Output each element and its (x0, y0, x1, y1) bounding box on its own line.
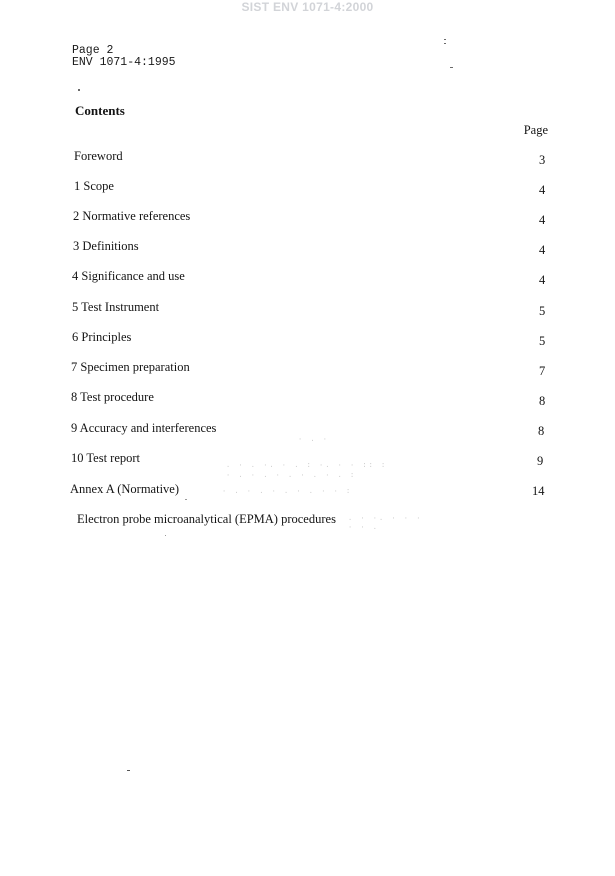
scan-speck (78, 89, 80, 91)
toc-entry-title: 10 Test report (71, 451, 141, 465)
toc-entry-page: 8 (538, 424, 545, 438)
toc-entry-title: 6 Principles (72, 330, 132, 344)
page-header (72, 45, 176, 69)
scan-noise: · . · . · . · . · . : (226, 472, 357, 480)
toc-entry-test-instrument[interactable] (0, 300, 615, 318)
toc-entry-title: 9 Accuracy and interferences (71, 421, 217, 435)
toc-entry-title: 1 Scope (74, 179, 114, 193)
scan-noise: · . · (298, 436, 330, 444)
toc-entry-title: Annex A (Normative) (70, 482, 180, 496)
toc-entry-page: 4 (539, 243, 546, 257)
toc-entry-page: 9 (537, 454, 544, 468)
toc-entry-title: 5 Test Instrument (72, 300, 160, 314)
scan-speck (185, 499, 187, 500)
toc-entry-title: 4 Significance and use (72, 269, 185, 283)
page-column-heading: Page (523, 123, 548, 137)
toc-entry-page: 4 (539, 183, 546, 197)
toc-entry-specimen-preparation[interactable] (0, 360, 615, 378)
scan-speck (165, 535, 166, 536)
toc-entry-title: 7 Specimen preparation (71, 360, 190, 374)
toc-entry-page: 5 (539, 334, 546, 348)
toc-entry-definitions[interactable] (0, 239, 615, 257)
page-number: Page 2 (72, 44, 114, 57)
toc-entry-test-procedure[interactable] (0, 390, 615, 408)
toc-entry-title: 2 Normative references (73, 209, 191, 223)
toc-entry-page: 4 (539, 213, 546, 227)
toc-entry-foreword[interactable] (0, 149, 615, 167)
scan-speck (450, 67, 453, 68)
scan-speck (444, 43, 446, 44)
toc-entry-epma-procedures[interactable] (0, 512, 615, 530)
toc-entry-normative-references[interactable] (0, 209, 615, 227)
toc-entry-page: 14 (532, 484, 545, 498)
toc-entry-title: 8 Test procedure (71, 390, 154, 404)
scan-speck (444, 39, 446, 40)
toc-entry-title: Electron probe microanalytical (EPMA) procedures (77, 512, 336, 526)
scan-speck (127, 770, 130, 771)
toc-entry-page: 8 (539, 394, 546, 408)
toc-entry-page: 5 (539, 304, 546, 318)
scan-noise: · . · . · . · . · · : (222, 488, 353, 496)
toc-entry-page: 4 (539, 273, 546, 287)
toc-entry-significance-and-use[interactable] (0, 269, 615, 287)
toc-entry-page: 3 (539, 153, 546, 167)
toc-entry-page: 7 (539, 364, 546, 378)
toc-entry-scope[interactable] (0, 179, 615, 197)
scan-noise: . · . ·. · . : ·. · · :: : (226, 462, 388, 470)
watermark: SIST ENV 1071-4:2000 (241, 0, 374, 14)
toc-entry-title: Foreword (74, 149, 123, 163)
standard-designation: ENV 1071-4:1995 (72, 56, 176, 69)
scan-noise: . · ·. · · · (348, 515, 423, 523)
contents-title: Contents (75, 103, 125, 118)
toc-entry-principles[interactable] (0, 330, 615, 348)
toc-entry-title: 3 Definitions (73, 239, 139, 253)
scan-noise: · · . (348, 524, 380, 532)
